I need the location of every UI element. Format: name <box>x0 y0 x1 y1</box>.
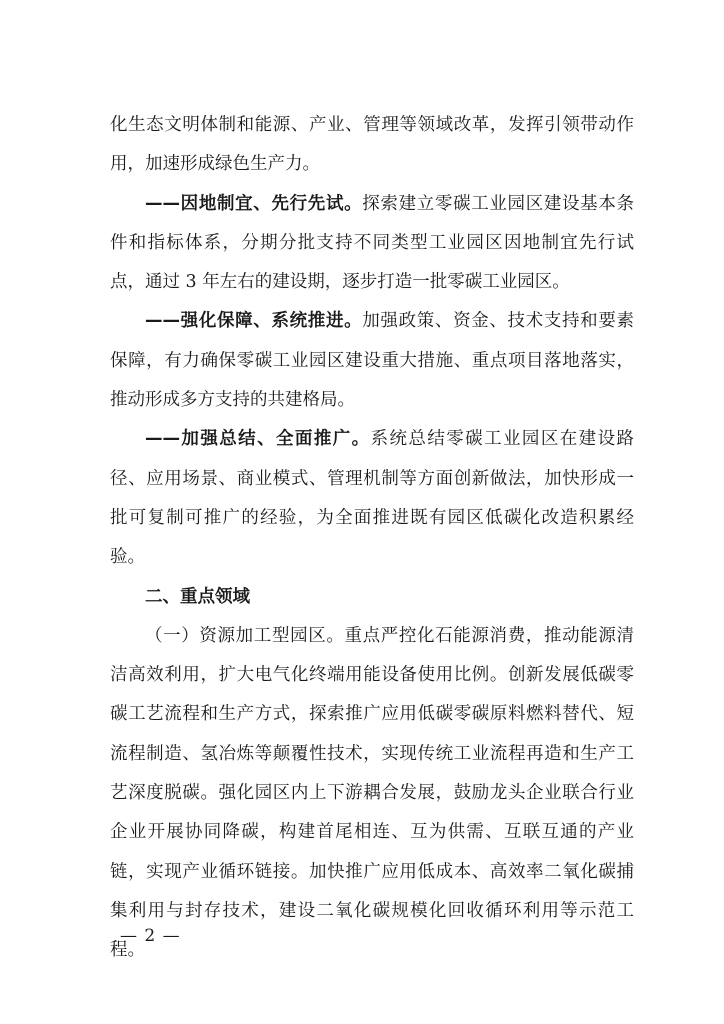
principle-2-lead: ——强化保障、系统推进。 <box>145 311 363 332</box>
principle-1-body: 探索建立零碳工业园区建设基本条件和指标体系，分期分批支持不同类型工业园区因地制宜先行试点，通过 3 年左右的建设期，逐步打造一批零碳工业园区。 <box>110 193 635 293</box>
paragraph-principle-2 <box>110 302 634 420</box>
section-heading: 二、重点领域 <box>145 586 250 607</box>
principle-1-lead: ——因地制宜、先行先试。 <box>145 193 363 214</box>
principle-3-body: 系统总结零碳工业园区在建设路径、应用场景、商业模式、管理机制等方面创新做法，加快形成一批可复制可推广的经验，为全面推进既有园区低碳化改造积累经验。 <box>110 429 635 568</box>
document-body <box>110 106 634 971</box>
paragraph-continued: 化生态文明体制和能源、产业、管理等领域改革，发挥引领带动作用，加速形成绿色生产力。 <box>110 115 634 175</box>
paragraph-resource-processing: （一）资源加工型园区。重点严控化石能源消费，推动能源清洁高效利用，扩大电气化终端用能设备使用比例。创新发展低碳零碳工艺流程和生产方式，探索推广应用低碳零碳原料燃料替代、短流程制造、氢冶炼等颠覆性技术，实现传统工业流程再造和生产工艺深度脱碳。强化园区内上下游耦合发展，鼓励龙头企业联合行业企业开展协同降碳，构建首尾相连、互为供需、互联互通的产业链，实现产业循环链接。加快推广应用低成本、高效率二氧化碳捕集利用与封存技术，建设二氧化碳规模化回收循环利用等示范工程。 <box>110 625 634 961</box>
paragraph-principle-1 <box>110 185 634 303</box>
page-number: — 2 — <box>120 926 181 946</box>
paragraph-principle-3 <box>110 420 634 577</box>
principle-2-body: 加强政策、资金、技术支持和要素保障，有力确保零碳工业园区建设重大措施、重点项目落地落实，推动形成多方支持的共建格局。 <box>110 311 635 411</box>
principle-3-lead: ——加强总结、全面推广。 <box>145 429 371 450</box>
